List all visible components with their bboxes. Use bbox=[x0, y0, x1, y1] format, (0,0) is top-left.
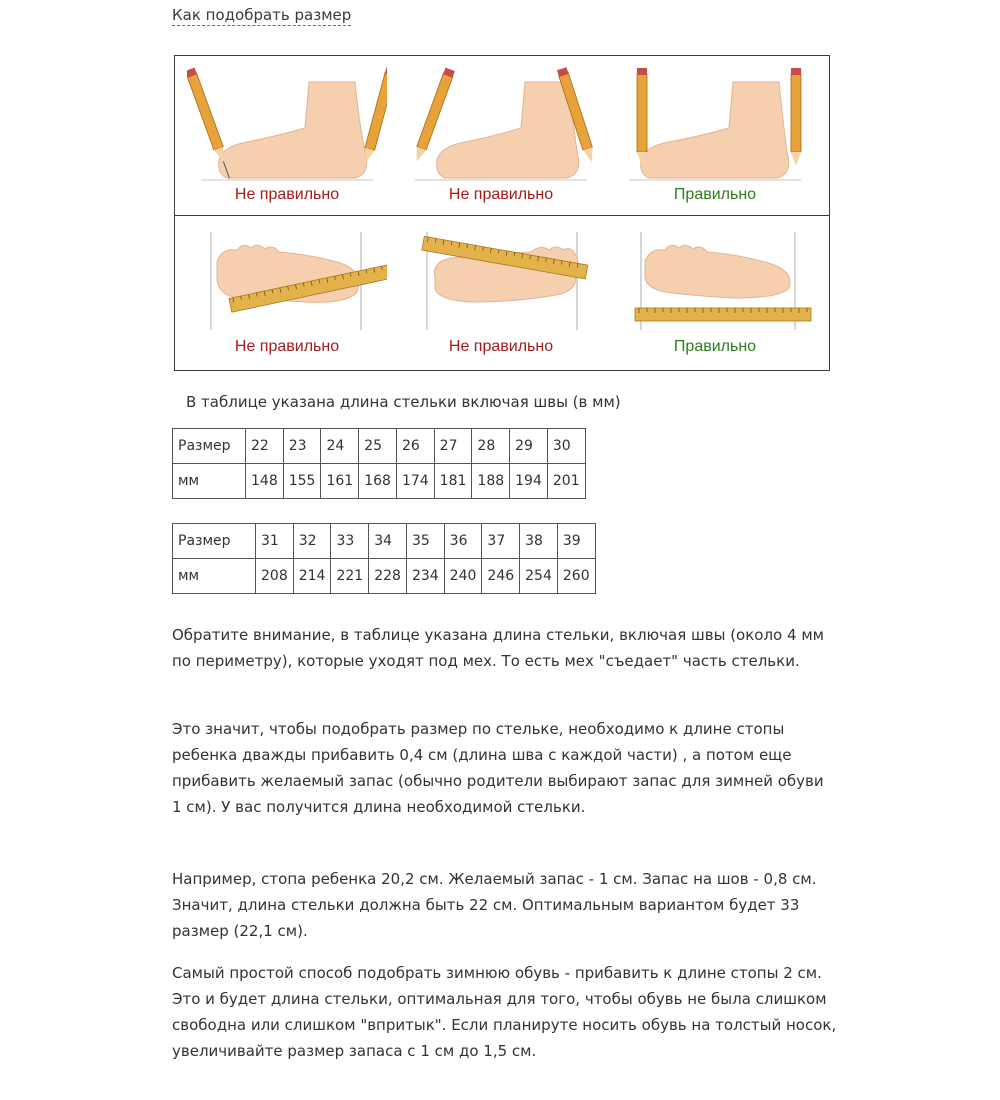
table-cell: 174 bbox=[396, 464, 434, 499]
table-cell: 188 bbox=[472, 464, 510, 499]
guide-divider bbox=[175, 215, 829, 216]
table-cell: 27 bbox=[434, 429, 472, 464]
table-cell: 246 bbox=[482, 559, 520, 594]
table-row bbox=[173, 524, 596, 559]
table-cell: 38 bbox=[520, 524, 558, 559]
table-cell: 260 bbox=[557, 559, 595, 594]
table-row bbox=[173, 429, 586, 464]
size-table-2 bbox=[172, 523, 596, 594]
table-cell: 221 bbox=[331, 559, 369, 594]
foot-ruler-tilted-up-icon bbox=[187, 222, 387, 338]
size-table-1 bbox=[172, 428, 586, 499]
table-cell: Размер bbox=[173, 524, 256, 559]
table-cell: Размер bbox=[173, 429, 246, 464]
paragraph-how-to-calc: Это значит, чтобы подобрать размер по стельке, необходимо к длине стопы ребенка дважды прибавить 0,4 см (длина шва с каждой части) , а потом еще прибавить желаемый запас (обычно родители выбирают запас для зимней обуви 1 см). У вас получится длина необходимой стельки. bbox=[172, 720, 824, 816]
table-cell: 36 bbox=[444, 524, 482, 559]
foot-ruler-tilted-down-icon bbox=[401, 222, 601, 338]
table-cell: 228 bbox=[369, 559, 407, 594]
guide-caption-bottom-2: Не правильно bbox=[448, 338, 554, 355]
table-cell: 37 bbox=[482, 524, 520, 559]
guide-panel-bottom-2 bbox=[401, 222, 601, 368]
paragraph-example: Например, стопа ребенка 20,2 см. Желаемый запас - 1 см. Запас на шов - 0,8 см. Значит, длина стельки должна быть 22 см. Оптимальным вариантом будет 33 размер (22,1 см). bbox=[172, 870, 817, 940]
guide-caption-top-3: Правильно bbox=[673, 186, 757, 203]
table-cell: 208 bbox=[256, 559, 294, 594]
table-cell: 201 bbox=[547, 464, 585, 499]
table-cell: 26 bbox=[396, 429, 434, 464]
table-cell: 31 bbox=[256, 524, 294, 559]
measurement-guide bbox=[174, 55, 830, 371]
table-cell: 23 bbox=[283, 429, 321, 464]
table-cell: 234 bbox=[406, 559, 444, 594]
table-cell: 254 bbox=[520, 559, 558, 594]
table-row bbox=[173, 559, 596, 594]
table-cell: 22 bbox=[246, 429, 284, 464]
table-cell: 194 bbox=[510, 464, 548, 499]
table-cell: 34 bbox=[369, 524, 407, 559]
table-cell: 181 bbox=[434, 464, 472, 499]
paragraph-seam-note: Обратите внимание, в таблице указана длина стельки, включая швы (около 4 мм по периметру), которые уходят под мех. То есть мех "съедает" часть стельки. bbox=[172, 626, 824, 670]
table-cell: 24 bbox=[321, 429, 359, 464]
table-cell: 155 bbox=[283, 464, 321, 499]
table-cell: 29 bbox=[510, 429, 548, 464]
table-cell: мм bbox=[173, 559, 256, 594]
table-cell: 168 bbox=[359, 464, 397, 499]
table-cell: 28 bbox=[472, 429, 510, 464]
guide-panel-top-2 bbox=[401, 62, 601, 212]
table-cell: 25 bbox=[359, 429, 397, 464]
foot-side-pencils-straight-icon bbox=[615, 62, 815, 187]
guide-panel-bottom-1 bbox=[187, 222, 387, 368]
table-cell: 214 bbox=[293, 559, 331, 594]
table-cell: мм bbox=[173, 464, 246, 499]
foot-side-pencils-tilted-icon bbox=[187, 62, 387, 187]
guide-caption-bottom-1: Не правильно bbox=[234, 338, 340, 355]
guide-panel-top-1 bbox=[187, 62, 387, 212]
guide-panel-bottom-3 bbox=[615, 222, 815, 368]
table-cell: 33 bbox=[331, 524, 369, 559]
table-cell: 39 bbox=[557, 524, 595, 559]
table-row bbox=[173, 464, 586, 499]
table-cell: 240 bbox=[444, 559, 482, 594]
guide-caption-bottom-3: Правильно bbox=[673, 338, 757, 355]
guide-caption-top-1: Не правильно bbox=[234, 186, 340, 203]
table-cell: 30 bbox=[547, 429, 585, 464]
foot-side-pencils-outward-icon bbox=[401, 62, 601, 187]
table-cell: 32 bbox=[293, 524, 331, 559]
table-cell: 35 bbox=[406, 524, 444, 559]
foot-ruler-straight-icon bbox=[615, 222, 815, 338]
table-intro: В таблице указана длина стельки включая швы (в мм) bbox=[186, 393, 621, 411]
table-cell: 161 bbox=[321, 464, 359, 499]
table-cell: 148 bbox=[246, 464, 284, 499]
guide-caption-top-2: Не правильно bbox=[448, 186, 554, 203]
guide-panel-top-3 bbox=[615, 62, 815, 212]
paragraph-simple-method: Самый простой способ подобрать зимнюю обувь - прибавить к длине стопы 2 см. Это и будет длина стельки, оптимальная для того, чтобы обувь не была слишком свободна или слишком "впритык". Если планируте носить обувь на толстый носок, увеличивайте размер запаса с 1 см до 1,5 см. bbox=[172, 964, 837, 1060]
size-guide-link[interactable]: Как подобрать размер bbox=[172, 6, 352, 24]
